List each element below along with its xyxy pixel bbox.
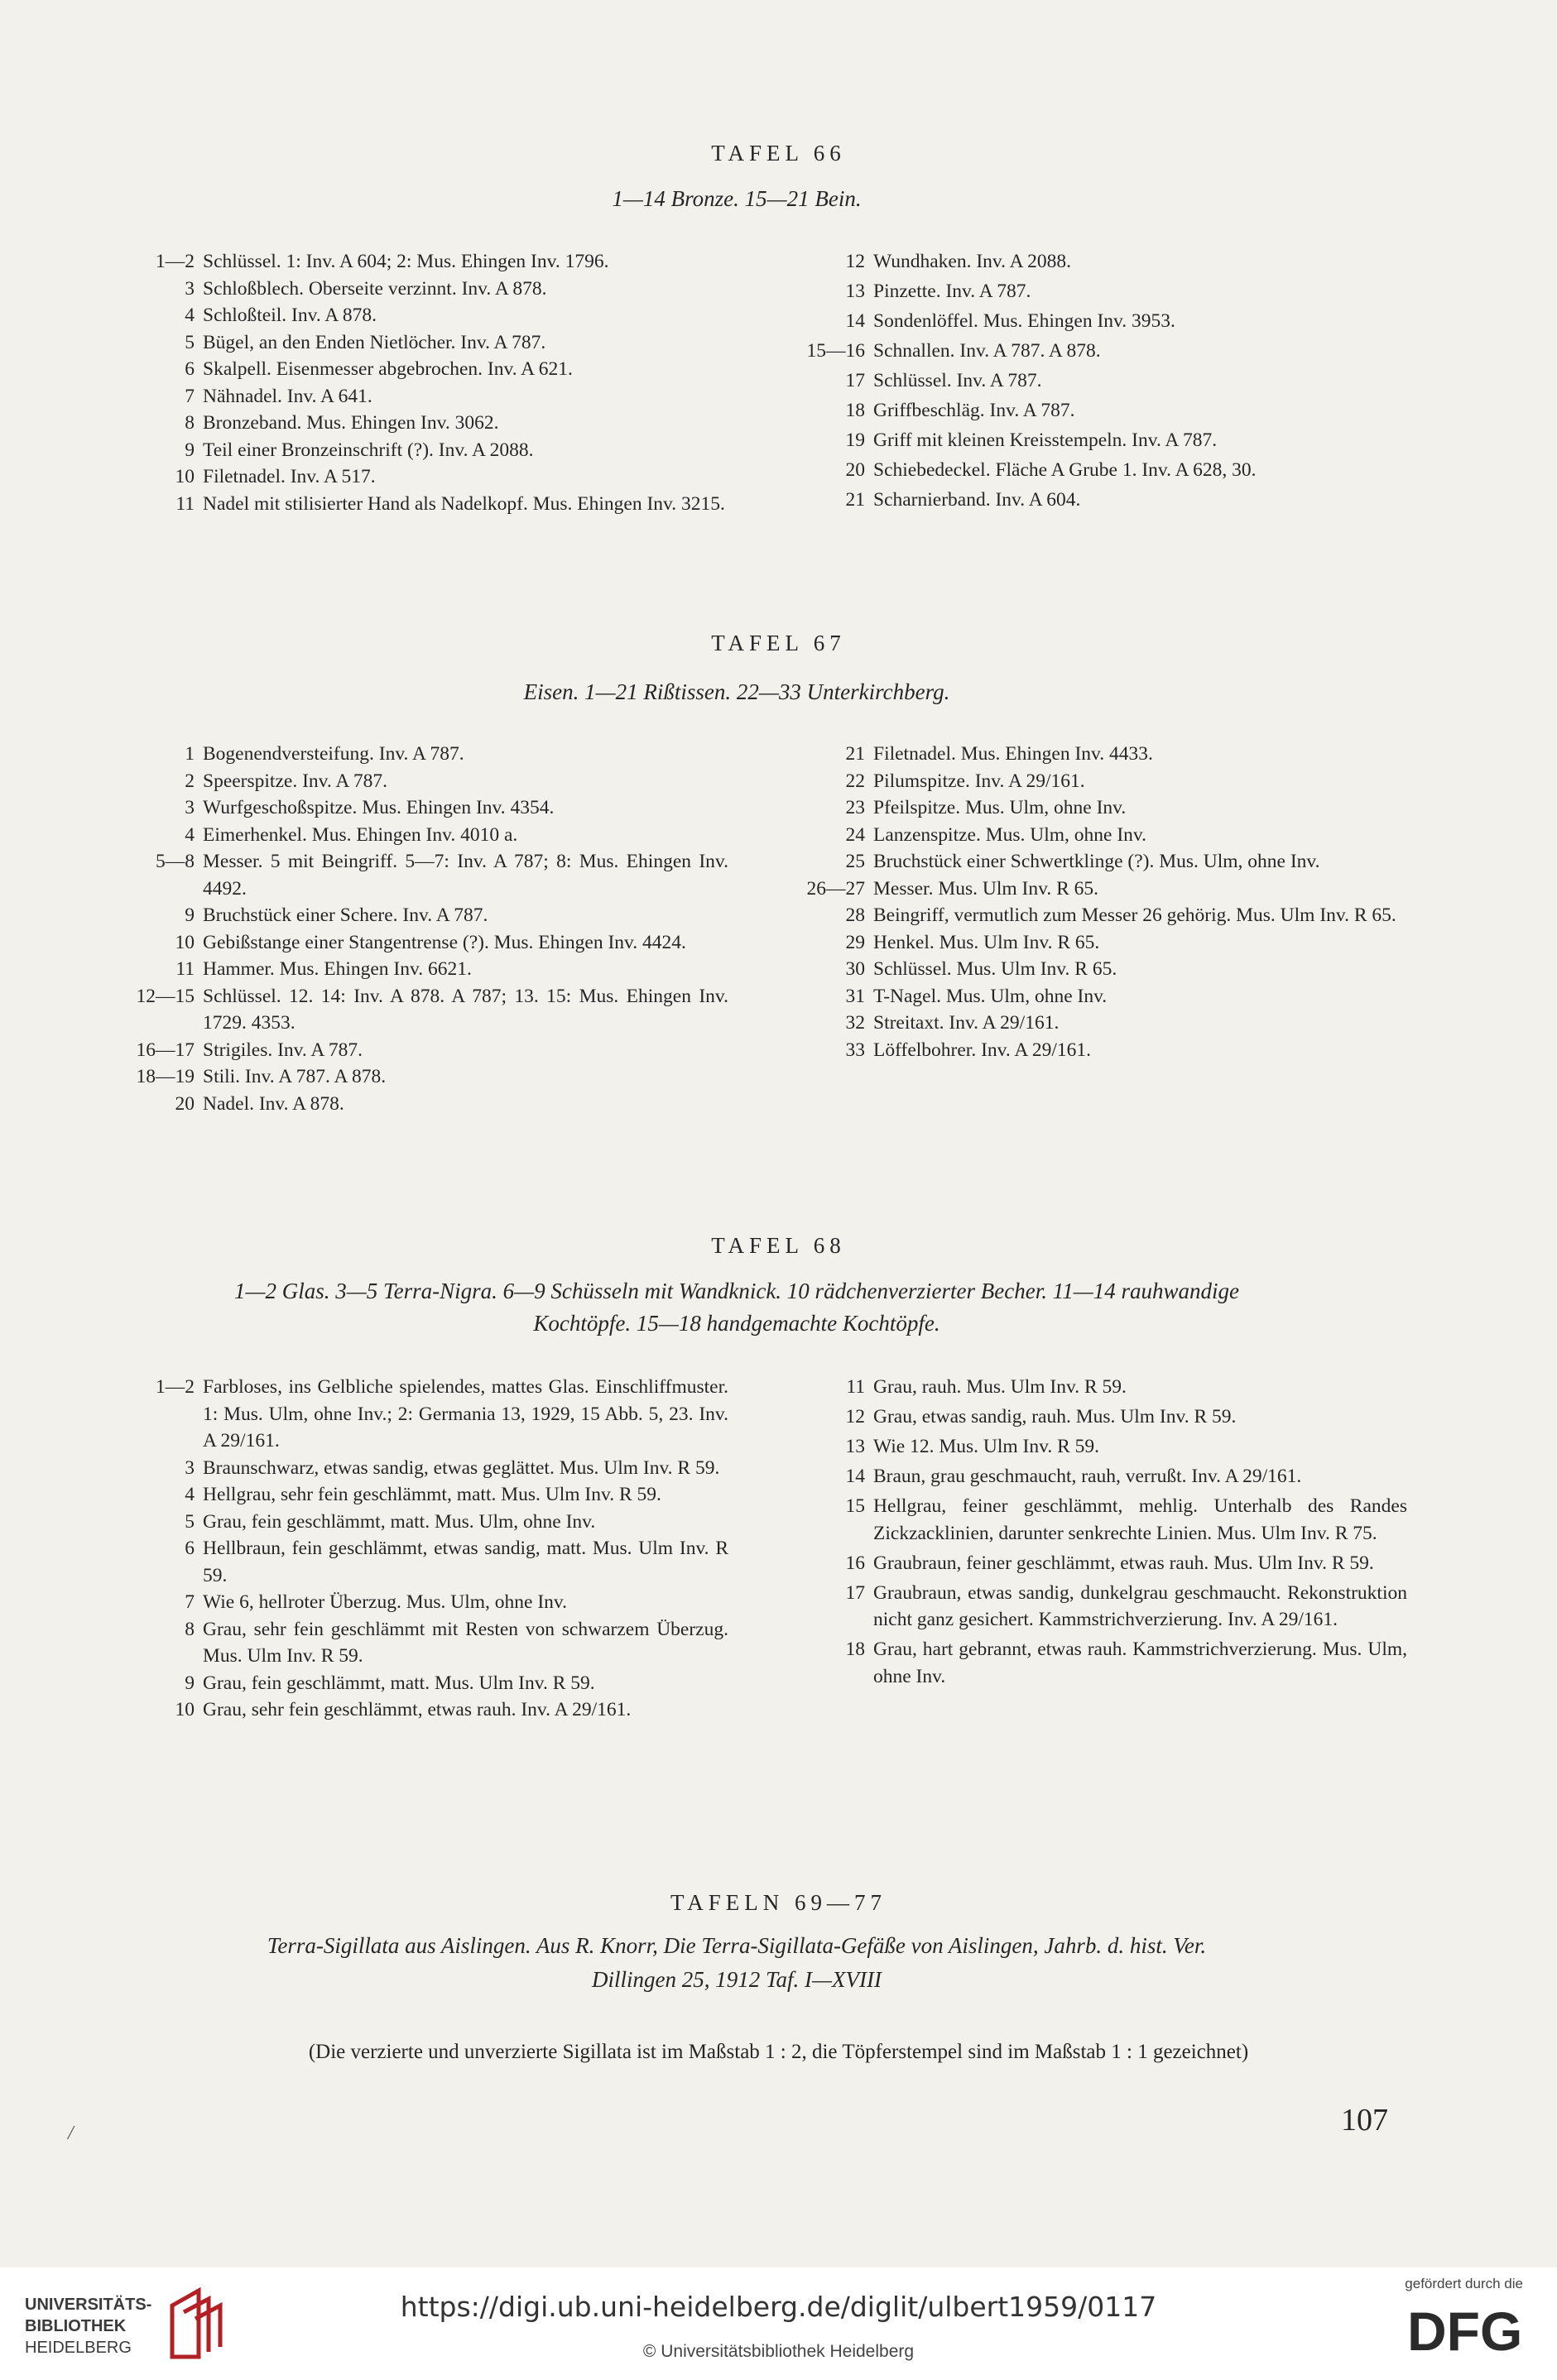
entry-text: Graubraun, etwas sandig, dunkelgrau geschmaucht. Rekonstruktion nicht ganz gesichert. Kammstrichverzierung. Inv. A 29/161. (873, 1581, 1407, 1630)
catalog-entry (762, 1580, 1407, 1634)
entry-text: Bogenendversteifung. Inv. A 787. (203, 743, 464, 765)
entry-text: Grau, sehr fein geschlämmt, etwas rauh. Inv. A 29/161. (203, 1699, 632, 1720)
entry-number: 19 (845, 429, 865, 451)
tafeln-69-77-subtitle-line2: Dillingen 25, 1912 Taf. I—XVIII (592, 1967, 882, 1992)
entry-number: 14 (845, 1466, 865, 1487)
entry-text: Grau, etwas sandig, rauh. Mus. Ulm Inv. R 59. (873, 1406, 1237, 1428)
scale-note: (Die verzierte und unverzierte Sigillata ist im Maßstab 1 : 2, die Töpferstempel sind im Maßstab 1 : 1 gezeichnet) (308, 2041, 1249, 2063)
tafel-68-subtitle-line1: 1—2 Glas. 3—5 Terra-Nigra. 6—9 Schüsseln mit Wandknick. 10 rädchenverzierter Becher. 11—14 rauhwandige (234, 1279, 1239, 1303)
catalog-entry (762, 902, 1407, 929)
entry-text: Hellbraun, fein geschlämmt, etwas sandig, matt. Mus. Ulm Inv. R 59. (203, 1538, 728, 1586)
catalog-entry (91, 1535, 728, 1589)
catalog-entry (762, 487, 1407, 514)
tafel-67-subtitle: Eisen. 1—21 Rißtissen. 22—33 Unterkirchberg. (523, 679, 950, 704)
entry-number: 14 (845, 310, 865, 332)
entry-number: 15 (845, 1495, 865, 1517)
entry-text: Strigiles. Inv. A 787. (203, 1039, 363, 1061)
entry-text: Pinzette. Inv. A 787. (873, 281, 1031, 302)
entry-text: Wie 6, hellroter Überzug. Mus. Ulm, ohne Inv. (203, 1591, 568, 1613)
catalog-entry (762, 427, 1407, 454)
entry-text: Graubraun, feiner geschlämmt, etwas rauh. Mus. Ulm Inv. R 59. (873, 1552, 1374, 1574)
entry-text: Teil einer Bronzeinschrift (?). Inv. A 2088. (203, 439, 534, 461)
catalog-entry (91, 1091, 728, 1118)
catalog-entry (91, 437, 728, 464)
entry-number: 33 (845, 1039, 865, 1061)
entry-text: Beingriff, vermutlich zum Messer 26 gehörig. Mus. Ulm Inv. R 65. (873, 904, 1396, 926)
entry-number: 9 (185, 439, 195, 461)
dfg-logo-icon[interactable] (1407, 2301, 1531, 2358)
entry-number: 13 (845, 281, 865, 302)
entry-number: 21 (845, 489, 865, 511)
catalog-entry (91, 1670, 728, 1697)
catalog-entry (762, 1493, 1407, 1547)
catalog-entry (762, 278, 1407, 305)
catalog-entry (91, 302, 728, 329)
entry-number: 17 (845, 370, 865, 391)
entry-number: 4 (185, 1484, 195, 1505)
entry-number: 11 (175, 492, 195, 515)
entry-text: Grau, hart gebrannt, etwas rauh. Kammstrichverzierung. Mus. Ulm, ohne Inv. (873, 1639, 1407, 1687)
entry-number: 13 (845, 1436, 865, 1457)
catalog-entry (762, 308, 1407, 335)
entry-text: Skalpell. Eisenmesser abgebrochen. Inv. A 621. (203, 358, 573, 380)
catalog-entry (762, 248, 1407, 276)
entry-text: Nadel. Inv. A 878. (203, 1092, 344, 1115)
entry-number: 12—15 (136, 985, 195, 1007)
entry-text: Messer. 5 mit Beingriff. 5—7: Inv. A 787; 8: Mus. Ehingen Inv. 4492. (203, 851, 728, 900)
entry-number: 15—16 (806, 340, 865, 362)
catalog-entry (762, 983, 1407, 1010)
entry-number: 26—27 (806, 877, 865, 900)
catalog-entry (91, 822, 728, 849)
catalog-entry (91, 1696, 728, 1724)
entry-number: 18—19 (136, 1066, 195, 1087)
permalink-url[interactable]: https://digi.ub.uni-heidelberg.de/diglit/ulbert1959/0117 (400, 2291, 1157, 2323)
tafel-67-title: TAFEL 67 (711, 631, 846, 655)
logo-line-3: HEIDELBERG (25, 2339, 132, 2357)
entry-text: Schlüssel. Inv. A 787. (873, 370, 1042, 391)
catalog-entry (762, 876, 1407, 903)
entry-text: Griff mit kleinen Kreisstempeln. Inv. A 787. (873, 429, 1218, 451)
catalog-entry (762, 768, 1407, 795)
entry-number: 10 (175, 931, 195, 953)
entry-number: 25 (845, 851, 865, 872)
copyright-text: © Universitätsbibliothek Heidelberg (642, 2342, 915, 2361)
entry-number: 18 (845, 400, 865, 421)
entry-text: Wie 12. Mus. Ulm Inv. R 59. (873, 1436, 1099, 1457)
entry-text: Grau, fein geschlämmt, matt. Mus. Ulm Inv. R 59. (203, 1672, 595, 1694)
page-number: 107 (1341, 2103, 1388, 2138)
entry-text: Wundhaken. Inv. A 2088. (873, 251, 1072, 272)
catalog-entry (91, 383, 728, 410)
catalog-entry (762, 794, 1407, 822)
entry-text: Lanzenspitze. Mus. Ulm, ohne Inv. (873, 823, 1147, 846)
entry-number: 32 (845, 1012, 865, 1034)
catalog-entry (91, 410, 728, 437)
entry-number: 30 (845, 958, 865, 980)
entry-number: 29 (845, 931, 865, 953)
tafel-68-left-column (91, 1374, 728, 1724)
catalog-entry (91, 1374, 728, 1455)
catalog-entry (762, 338, 1407, 365)
entry-number: 20 (175, 1092, 195, 1115)
entry-number: 6 (185, 1538, 195, 1559)
tafel-66-subtitle: 1—14 Bronze. 15—21 Bein. (612, 186, 862, 211)
catalog-entry (762, 822, 1407, 849)
entry-text: Hellgrau, sehr fein geschlämmt, matt. Mus. Ulm Inv. R 59. (203, 1484, 661, 1505)
entry-text: Braun, grau geschmaucht, rauh, verrußt. Inv. A 29/161. (873, 1466, 1302, 1487)
entry-number: 24 (845, 823, 865, 846)
entry-number: 6 (185, 358, 195, 380)
catalog-entry (762, 956, 1407, 983)
entry-number: 11 (846, 1376, 865, 1398)
catalog-entry (762, 367, 1407, 395)
logo-line-2: BIBLIOTHEK (25, 2317, 127, 2335)
entry-number: 8 (185, 1618, 195, 1640)
entry-text: Stili. Inv. A 787. A 878. (203, 1066, 387, 1087)
entry-number: 1—2 (156, 1376, 195, 1398)
catalog-entry (91, 329, 728, 357)
entry-number: 5—8 (156, 851, 195, 872)
entry-text: Eimerhenkel. Mus. Ehingen Inv. 4010 a. (203, 823, 518, 846)
catalog-entry (91, 929, 728, 957)
margin-mark: / (68, 2123, 74, 2144)
entry-text: Messer. Mus. Ulm Inv. R 65. (873, 877, 1098, 900)
entry-number: 8 (185, 412, 195, 434)
tafel-66-right-column (762, 248, 1407, 516)
entry-text: Löffelbohrer. Inv. A 29/161. (873, 1039, 1092, 1061)
entry-number: 9 (185, 1672, 195, 1694)
catalog-entry (762, 929, 1407, 957)
entry-text: Hellgrau, feiner geschlämmt, mehlig. Unterhalb des Randes Zickzacklinien, darunter senkrechte Linien. Mus. Ulm Inv. R 75. (873, 1495, 1407, 1544)
entry-text: Grau, fein geschlämmt, matt. Mus. Ulm, ohne Inv. (203, 1510, 596, 1533)
entry-text: Schlüssel. 1: Inv. A 604; 2: Mus. Ehingen Inv. 1796. (203, 251, 609, 272)
catalog-entry (91, 902, 728, 929)
entry-text: Henkel. Mus. Ulm Inv. R 65. (873, 931, 1100, 953)
tafeln-69-77-title: TAFELN 69—77 (670, 1890, 887, 1915)
catalog-entry (762, 1463, 1407, 1490)
catalog-entry (91, 1509, 728, 1536)
entry-text: Pilumspitze. Inv. A 29/161. (873, 770, 1085, 792)
catalog-entry (91, 768, 728, 795)
entry-number: 10 (175, 1699, 195, 1720)
entry-text: Speerspitze. Inv. A 787. (203, 770, 387, 792)
entry-number: 12 (845, 1406, 865, 1428)
catalog-entry (91, 1589, 728, 1616)
entry-text: Schlüssel. 12. 14: Inv. A 878. A 787; 13. 15: Mus. Ehingen Inv. 1729. 4353. (203, 985, 728, 1034)
tafel-68-subtitle-line2: Kochtöpfe. 15—18 handgemachte Kochtöpfe. (533, 1311, 940, 1336)
entry-text: Farbloses, ins Gelbliche spielendes, mattes Glas. Einschliffmuster. 1: Mus. Ulm, ohne Inv.; 2: Germania 13, 1929, 15 Abb. 5, 23. Inv. A 29/161. (203, 1376, 728, 1452)
catalog-entry (762, 1636, 1407, 1690)
entry-text: Bügel, an den Enden Nietlöcher. Inv. A 787. (203, 331, 546, 353)
catalog-entry (91, 356, 728, 383)
entry-text: Sondenlöffel. Mus. Ehingen Inv. 3953. (873, 310, 1175, 332)
entry-text: Scharnierband. Inv. A 604. (873, 489, 1081, 511)
catalog-entry (91, 276, 728, 303)
catalog-entry (91, 463, 728, 491)
logo-line-1: UNIVERSITÄTS- (25, 2296, 152, 2314)
entry-text: Streitaxt. Inv. A 29/161. (873, 1012, 1060, 1034)
entry-text: Bruchstück einer Schwertklinge (?). Mus. Ulm, ohne Inv. (873, 851, 1320, 872)
entry-number: 7 (185, 385, 195, 407)
catalog-entry (762, 1404, 1407, 1431)
entry-number: 31 (845, 985, 865, 1007)
entry-number: 4 (185, 305, 195, 326)
entry-text: Pfeilspitze. Mus. Ulm, ohne Inv. (873, 797, 1127, 818)
catalog-entry (762, 848, 1407, 876)
entry-number: 17 (845, 1581, 865, 1604)
entry-text: Schiebedeckel. Fläche A Grube 1. Inv. A 628, 30. (873, 459, 1257, 481)
entry-text: Gebißstange einer Stangentrense (?). Mus. Ehingen Inv. 4424. (203, 931, 686, 953)
entry-number: 28 (845, 904, 865, 926)
tafel-67-right-column (762, 741, 1407, 1063)
catalog-entry (91, 248, 728, 276)
entry-text: Wurfgeschoßspitze. Mus. Ehingen Inv. 4354. (203, 797, 555, 818)
tafeln-69-77-subtitle-line1: Terra-Sigillata aus Aislingen. Aus R. Knorr, Die Terra-Sigillata-Gefäße von Aislingen, Jahrb. d. hist. Ver. (267, 1933, 1207, 1958)
entry-number: 5 (185, 331, 195, 353)
catalog-entry (91, 491, 728, 518)
entry-number: 5 (185, 1510, 195, 1533)
catalog-entry (91, 983, 728, 1037)
catalog-entry (91, 1455, 728, 1482)
entry-number: 3 (185, 277, 195, 300)
entry-number: 3 (185, 1456, 195, 1479)
entry-number: 1 (185, 743, 195, 765)
catalog-entry (762, 1433, 1407, 1461)
catalog-entry (762, 1010, 1407, 1037)
catalog-entry (762, 1550, 1407, 1577)
catalog-entry (762, 1037, 1407, 1064)
catalog-entry (91, 1616, 728, 1670)
catalog-entry (91, 1063, 728, 1091)
entry-number: 20 (845, 459, 865, 481)
tafel-68-title: TAFEL 68 (711, 1233, 846, 1258)
entry-number: 16—17 (136, 1039, 195, 1061)
footer-bar (0, 2267, 1557, 2380)
entry-text: Filetnadel. Inv. A 517. (203, 466, 376, 487)
entry-text: Grau, rauh. Mus. Ulm Inv. R 59. (873, 1376, 1127, 1398)
entry-number: 22 (845, 770, 865, 792)
entry-number: 1—2 (156, 251, 195, 272)
entry-text: Griffbeschläg. Inv. A 787. (873, 400, 1075, 421)
entry-text: Nähnadel. Inv. A 641. (203, 385, 372, 407)
entry-text: Schloßteil. Inv. A 878. (203, 305, 377, 326)
entry-number: 21 (845, 743, 865, 765)
entry-text: Schnallen. Inv. A 787. A 878. (873, 340, 1101, 362)
entry-text: Hammer. Mus. Ehingen Inv. 6621. (203, 958, 472, 980)
catalog-entry (91, 1037, 728, 1064)
entry-text: Schloßblech. Oberseite verzinnt. Inv. A 878. (203, 277, 547, 300)
catalog-entry (91, 741, 728, 768)
catalog-entry (762, 1374, 1407, 1401)
entry-number: 3 (185, 797, 195, 818)
entry-number: 7 (185, 1591, 195, 1613)
entry-text: Braunschwarz, etwas sandig, etwas geglättet. Mus. Ulm Inv. R 59. (203, 1456, 720, 1479)
entry-number: 18 (845, 1639, 865, 1660)
dfg-funding-label: gefördert durch die (1405, 2276, 1523, 2291)
entry-number: 2 (185, 770, 195, 792)
catalog-entry (762, 741, 1407, 768)
catalog-entry (762, 397, 1407, 425)
entry-text: Grau, sehr fein geschlämmt mit Resten von schwarzem Überzug. Mus. Ulm Inv. R 59. (203, 1618, 728, 1667)
entry-text: Schlüssel. Mus. Ulm Inv. R 65. (873, 958, 1117, 980)
entry-number: 4 (185, 823, 195, 846)
tafel-66-left-column (91, 248, 728, 517)
entry-number: 16 (845, 1552, 865, 1574)
entry-text: Bronzeband. Mus. Ehingen Inv. 3062. (203, 412, 499, 434)
catalog-entry (91, 956, 728, 983)
catalog-entry (762, 457, 1407, 484)
tafel-68-right-column (762, 1374, 1407, 1693)
dfg-logo-text: DFG (1407, 2301, 1523, 2358)
entry-number: 23 (845, 797, 865, 818)
entry-number: 9 (185, 904, 195, 926)
catalog-entry (91, 1481, 728, 1509)
entry-text: Nadel mit stilisierter Hand als Nadelkopf. Mus. Ehingen Inv. 3215. (203, 492, 725, 515)
entry-number: 12 (845, 251, 865, 272)
entry-number: 10 (175, 466, 195, 487)
entry-text: Bruchstück einer Schere. Inv. A 787. (203, 904, 488, 926)
catalog-entry (91, 794, 728, 822)
entry-text: Filetnadel. Mus. Ehingen Inv. 4433. (873, 743, 1153, 765)
tafel-66-title: TAFEL 66 (711, 141, 846, 166)
tafel-67-left-column (91, 741, 728, 1117)
entry-number: 11 (175, 958, 195, 980)
entry-text: T-Nagel. Mus. Ulm, ohne Inv. (873, 985, 1108, 1007)
catalog-entry (91, 848, 728, 902)
